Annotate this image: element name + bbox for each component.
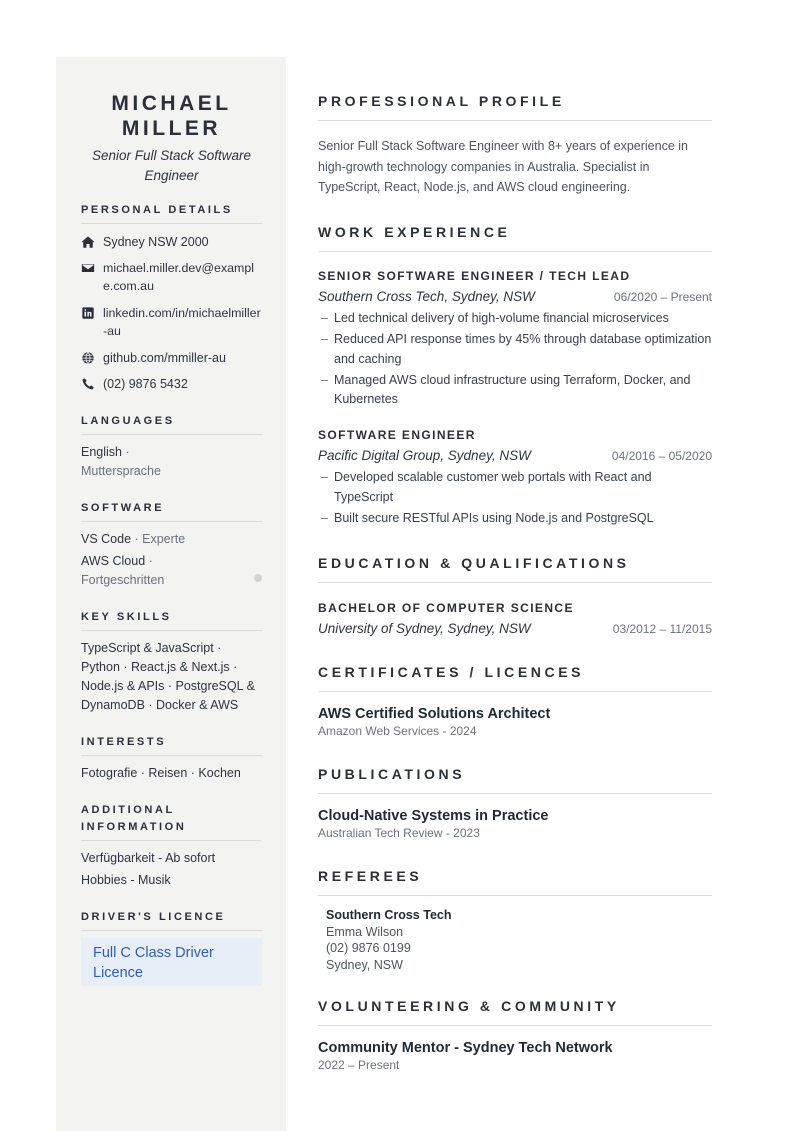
volunteering-title: Community Mentor - Sydney Tech Network bbox=[318, 1040, 613, 1056]
personal-details bbox=[81, 233, 262, 393]
job-dates: 06/2020 – Present bbox=[613, 290, 712, 304]
software-level: Fortgeschritten bbox=[81, 573, 165, 587]
key-skills-text: TypeScript & JavaScript · Python · React.js & Next.js · Node.js & APIs · PostgreSQL & DynamoDB · Docker & AWS bbox=[81, 641, 255, 712]
job-bullets bbox=[318, 468, 712, 528]
experience-heading: WORK EXPERIENCE bbox=[318, 222, 712, 252]
job-bullets bbox=[318, 309, 712, 410]
job-bullet: – Led technical delivery of high-volume financial microservices bbox=[318, 309, 712, 329]
referee-location: Sydney, NSW bbox=[326, 957, 403, 972]
volunteering-entry bbox=[318, 1039, 712, 1073]
licence-badge: Full C Class Driver Licence bbox=[81, 938, 262, 986]
job-entry bbox=[318, 427, 712, 528]
job-entry bbox=[318, 268, 712, 410]
job-dates: 04/2016 – 05/2020 bbox=[611, 449, 712, 463]
software-sep: · bbox=[131, 532, 143, 546]
licence-heading: DRIVER'S LICENCE bbox=[81, 909, 262, 931]
software-item bbox=[81, 530, 262, 549]
scroll-indicator[interactable] bbox=[254, 574, 262, 582]
github-link[interactable]: github.com/mmiller-au bbox=[103, 351, 226, 365]
software-name: AWS Cloud bbox=[81, 554, 146, 568]
job-title: Senior Full Stack Software Engineer bbox=[91, 148, 252, 183]
phone-icon bbox=[81, 375, 103, 393]
referees-heading: REFEREES bbox=[318, 866, 712, 896]
availability-text: Verfügbarkeit - Ab sofort bbox=[81, 851, 216, 865]
interests-heading: INTERESTS bbox=[81, 734, 262, 756]
job-company: Pacific Digital Group, Sydney, NSW bbox=[318, 448, 531, 463]
education-heading: EDUCATION & QUALIFICATIONS bbox=[318, 553, 712, 583]
linkedin-icon bbox=[81, 304, 103, 322]
phone-text: (02) 9876 5432 bbox=[103, 377, 188, 391]
linkedin-link[interactable]: linkedin.com/in/michaelmiller-au bbox=[103, 306, 261, 338]
additional-info-heading: ADDITIONAL INFORMATION bbox=[81, 802, 261, 841]
publication-entry bbox=[318, 807, 712, 841]
software-heading: SOFTWARE bbox=[81, 500, 262, 522]
referee-name: Emma Wilson bbox=[326, 924, 404, 939]
degree: BACHELOR OF COMPUTER SCIENCE bbox=[318, 601, 574, 615]
software-name: VS Code bbox=[81, 532, 132, 546]
volunteering-dates: 2022 – Present bbox=[318, 1058, 400, 1072]
referee-phone: (02) 9876 0199 bbox=[326, 941, 411, 955]
education-meta bbox=[318, 620, 712, 638]
home-icon bbox=[81, 233, 103, 251]
email-link[interactable]: michael.miller.dev@example.com.au bbox=[103, 261, 254, 293]
job-bullet: – Managed AWS cloud infrastructure using Terraform, Docker, and Kubernetes bbox=[318, 371, 712, 410]
job-bullet: – Developed scalable customer web portals with React and TypeScript bbox=[318, 468, 712, 507]
location-row bbox=[81, 233, 262, 251]
phone-row[interactable] bbox=[81, 375, 262, 393]
interests-text: Fotografie · Reisen · Kochen bbox=[81, 766, 241, 780]
software-level: Experte bbox=[142, 532, 186, 546]
school: University of Sydney, Sydney, NSW bbox=[318, 621, 531, 636]
certificate-entry bbox=[318, 705, 712, 739]
hobbies-text: Hobbies - Musik bbox=[81, 873, 171, 887]
job-meta bbox=[318, 288, 712, 306]
github-row[interactable] bbox=[81, 349, 262, 367]
education-entry bbox=[318, 600, 712, 638]
job-bullet: – Built secure RESTful APIs using Node.js and PostgreSQL bbox=[318, 509, 712, 529]
location-text: Sydney NSW 2000 bbox=[103, 235, 209, 249]
envelope-icon bbox=[81, 259, 103, 277]
sidebar bbox=[56, 57, 286, 1131]
certificate-title: AWS Certified Solutions Architect bbox=[318, 706, 551, 722]
publication-title: Cloud-Native Systems in Practice bbox=[318, 808, 549, 824]
key-skills-heading: KEY SKILLS bbox=[81, 609, 262, 631]
languages-heading: LANGUAGES bbox=[81, 413, 262, 435]
profile-text: Senior Full Stack Software Engineer with 8+ years of experience in high-growth technology companies in Australia. Specialist in TypeScript, React, Node.js, and AWS cloud engineering. bbox=[318, 139, 688, 194]
referee-entry bbox=[318, 907, 712, 973]
referee-company: Southern Cross Tech bbox=[326, 908, 452, 922]
job-position: SENIOR SOFTWARE ENGINEER / TECH LEAD bbox=[318, 269, 631, 283]
certificate-issuer: Amazon Web Services - 2024 bbox=[318, 724, 477, 738]
name-first: MICHAEL bbox=[111, 92, 232, 115]
language-level: Muttersprache bbox=[81, 464, 161, 478]
publications-heading: PUBLICATIONS bbox=[318, 764, 712, 794]
language-item bbox=[81, 443, 262, 481]
education-dates: 03/2012 – 11/2015 bbox=[612, 622, 712, 636]
software-sep: · bbox=[145, 554, 153, 568]
job-bullet: – Reduced API response times by 45% through database optimization and caching bbox=[318, 330, 712, 369]
volunteering-heading: VOLUNTEERING & COMMUNITY bbox=[318, 996, 712, 1026]
software-item bbox=[81, 552, 262, 590]
job-position: SOFTWARE ENGINEER bbox=[318, 428, 476, 442]
job-company: Southern Cross Tech, Sydney, NSW bbox=[318, 289, 535, 304]
language-sep: · bbox=[122, 445, 130, 459]
publication-source: Australian Tech Review - 2023 bbox=[318, 826, 480, 840]
linkedin-row[interactable] bbox=[81, 304, 262, 340]
globe-icon bbox=[81, 349, 103, 367]
job-meta bbox=[318, 447, 712, 465]
personal-details-heading: PERSONAL DETAILS bbox=[81, 202, 262, 224]
email-row[interactable] bbox=[81, 259, 262, 295]
profile-heading: PROFESSIONAL PROFILE bbox=[318, 91, 712, 121]
name-last: MILLER bbox=[121, 117, 222, 140]
certificates-heading: CERTIFICATES / LICENCES bbox=[318, 662, 712, 692]
language-name: English bbox=[81, 445, 122, 459]
